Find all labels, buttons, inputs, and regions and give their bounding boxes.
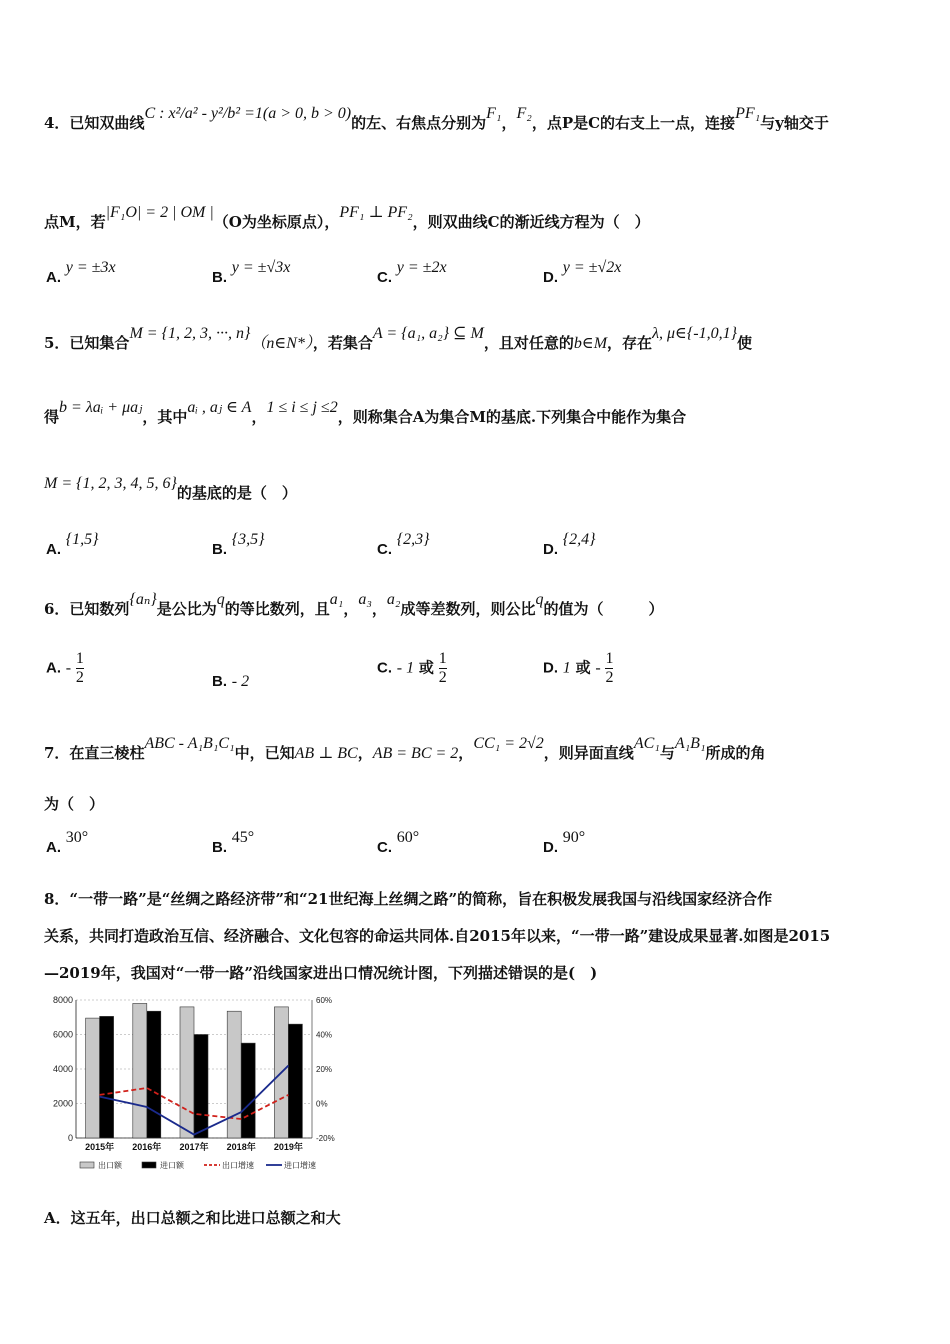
q7-text: 为（ ） xyxy=(44,795,105,813)
x-tick-label: 2017年 xyxy=(179,1142,209,1152)
option-value: 30° xyxy=(65,829,89,846)
q4-option-d[interactable] xyxy=(543,259,622,287)
or-text: 或 xyxy=(418,659,434,677)
set-m: M = {1, 2, 3, ···, n} xyxy=(129,325,251,342)
b-in-m: b∈M xyxy=(573,335,608,352)
q5-line-3 xyxy=(44,475,297,503)
ratio-q: q xyxy=(216,591,225,608)
option-label: D. xyxy=(543,541,558,558)
or-text: 或 xyxy=(575,659,591,677)
y2-tick-label: -20% xyxy=(316,1134,335,1143)
q7-text: 中，已知 xyxy=(234,744,295,762)
x-tick-label: 2018年 xyxy=(226,1142,256,1152)
hyperbola-formula: C : x²/a² - y²/b² =1(a > 0, b > 0) xyxy=(144,105,352,122)
option-value: y = ±√3x xyxy=(231,259,291,276)
bar-进口额 xyxy=(241,1043,255,1138)
option-value: - 2 xyxy=(231,673,250,690)
q5-text: ，则称集合A为集合M的基底.下列集合中能作为集合 xyxy=(337,408,687,426)
bar-进口额 xyxy=(288,1024,302,1138)
q7-option-c[interactable] xyxy=(377,829,420,857)
q5-text: 的基底的是（ ） xyxy=(176,484,297,502)
q5-text: ， xyxy=(251,408,267,426)
q5-line-1 xyxy=(44,325,753,353)
ab-eq-bc: AB = BC = 2 xyxy=(372,745,459,762)
numerator: 1 xyxy=(75,650,84,667)
bar-出口额 xyxy=(180,1007,194,1138)
y2-tick-label: 40% xyxy=(316,1030,333,1040)
y-tick-label: 8000 xyxy=(52,995,73,1005)
legend-label: 进口增速 xyxy=(284,1161,316,1170)
q4-text: 点M，若 xyxy=(44,213,106,231)
option-value: y = ±2x xyxy=(396,259,447,276)
q8-option-a[interactable]: A．这五年，出口总额之和比进口总额之和大 xyxy=(44,1209,341,1227)
q6-text: 的等比数列，且 xyxy=(224,600,330,618)
q6-text: ， xyxy=(343,600,359,618)
ai-aj-in-a: aᵢ , aⱼ ∈ A xyxy=(187,399,252,416)
q5-text: ，若集合 xyxy=(312,334,373,352)
y2-tick-label: 0% xyxy=(316,1099,328,1109)
option-label: B. xyxy=(212,541,227,558)
option-value: y = ±3x xyxy=(65,259,116,276)
q6-option-a[interactable] xyxy=(46,650,84,687)
option-value: {2,3} xyxy=(396,531,430,548)
q5-text: ，且对任意的 xyxy=(483,334,574,352)
q6-option-d[interactable] xyxy=(543,650,613,687)
y2-tick-label: 20% xyxy=(316,1065,333,1074)
x-tick-label: 2015年 xyxy=(85,1142,115,1152)
y-tick-label: 6000 xyxy=(52,1029,73,1040)
ab-perp-bc: AB ⊥ BC xyxy=(294,745,358,762)
numerator: 1 xyxy=(438,650,447,667)
q4-option-a[interactable] xyxy=(46,259,116,287)
q4-condition: |F₁O| = 2 | OM | xyxy=(105,204,214,221)
q4-text: ，点P是C的右支上一点，连接 xyxy=(531,114,736,132)
option-label: C. xyxy=(377,541,392,558)
q6-text: 6．已知数列 xyxy=(44,600,130,618)
option-label: A. xyxy=(46,541,61,558)
option-value: {1,5} xyxy=(65,531,99,548)
q4-text: ， xyxy=(501,114,517,132)
q4-text: ，则双曲线C的渐近线方程为（ ） xyxy=(412,213,650,231)
sequence-an: {aₙ} xyxy=(129,591,157,608)
q4-option-b[interactable] xyxy=(212,259,291,287)
q7-line-2 xyxy=(44,793,104,814)
y2-tick-label: 60% xyxy=(316,996,333,1005)
line-a1b1: A₁B₁ xyxy=(674,735,706,752)
term-a3: a₃ xyxy=(358,591,372,608)
line-ac1: AC₁ xyxy=(633,735,660,752)
option-value: 60° xyxy=(396,829,420,846)
q6-text: 是公比为 xyxy=(156,600,217,618)
bar-出口额 xyxy=(86,1018,100,1138)
q7-line-1 xyxy=(44,735,766,763)
option-label: A. xyxy=(46,839,61,856)
q7-text: 7．在直三棱柱 xyxy=(44,744,145,762)
option-label: C. xyxy=(377,839,392,856)
option-label: B. xyxy=(212,673,227,690)
q5-text: 5．已知集合 xyxy=(44,334,130,352)
q7-text: ， xyxy=(357,744,373,762)
q4-text: 的左、右焦点分别为 xyxy=(351,114,487,132)
trade-chart xyxy=(40,992,350,1182)
option-value: y = ±√2x xyxy=(562,259,622,276)
bar-进口额 xyxy=(194,1035,208,1139)
minus-sign: - xyxy=(65,659,72,677)
x-tick-label: 2019年 xyxy=(273,1142,303,1152)
option-label: D. xyxy=(543,269,558,286)
q6-option-c[interactable] xyxy=(377,650,447,687)
option-label: B. xyxy=(212,269,227,286)
option-label: A. xyxy=(46,269,61,286)
segment-pf1: PF₁ xyxy=(735,105,761,122)
b-expression: b = λaᵢ + μaⱼ xyxy=(59,399,143,416)
fraction-half xyxy=(605,650,613,687)
term-a2: a₂ xyxy=(386,591,401,608)
q4-text: （O为坐标原点）， xyxy=(213,213,340,231)
q4-text: 4．已知双曲线 xyxy=(44,114,145,132)
option-label: A. xyxy=(46,659,61,677)
legend-label: 出口增速 xyxy=(222,1161,254,1170)
cc1-length: CC₁ = 2√2 xyxy=(473,735,544,752)
fraction-half xyxy=(76,650,84,687)
legend-swatch xyxy=(80,1162,94,1168)
q5-text: ，存在 xyxy=(607,334,653,352)
option-value: 90° xyxy=(562,829,586,846)
q4-option-c[interactable] xyxy=(377,259,447,287)
q8-line-3: —2019年，我国对“一带一路”沿线国家进出口情况统计图，下列描述错误的是( ) xyxy=(44,964,598,982)
q7-option-a[interactable] xyxy=(46,829,89,857)
bar-进口额 xyxy=(147,1011,161,1138)
y-tick-label: 4000 xyxy=(52,1064,73,1074)
q6-option-b[interactable] xyxy=(212,672,249,691)
term-a1: a₁ xyxy=(329,591,344,608)
q4-line-2 xyxy=(44,204,650,232)
q8-line-1: 8．“一带一路”是“丝绸之路经济带”和“21世纪海上丝绸之路”的简称，旨在积极发展我国与沿线国家经济合作 xyxy=(44,890,773,908)
option-label: D. xyxy=(543,659,558,677)
q6-text: 成等差数列，则公比 xyxy=(400,600,536,618)
set-m6: M = {1, 2, 3, 4, 5, 6} xyxy=(44,475,177,492)
denominator: 2 xyxy=(605,669,614,686)
numerator: 1 xyxy=(605,650,614,667)
y-tick-label: 2000 xyxy=(52,1098,73,1109)
n-natural: （n∈N*） xyxy=(250,335,313,352)
option-label: D. xyxy=(543,839,558,856)
prism-name: ABC - A₁B₁C₁ xyxy=(144,735,235,752)
option-value: 1 xyxy=(562,659,571,677)
q7-text: 所成的角 xyxy=(705,744,766,762)
q5-option-c[interactable] xyxy=(377,531,430,559)
option-label: C. xyxy=(377,269,392,286)
ratio-q: q xyxy=(535,591,544,608)
q4-perpendicular: PF₁ ⊥ PF₂ xyxy=(339,204,413,221)
denominator: 2 xyxy=(75,669,84,686)
focus-f1: F₁ xyxy=(486,105,502,122)
q7-option-d[interactable] xyxy=(543,829,586,857)
set-a: A = {a₁, a₂} ⊆ M xyxy=(372,325,484,342)
q7-option-b[interactable] xyxy=(212,829,255,857)
option-label: B. xyxy=(212,839,227,856)
denominator: 2 xyxy=(438,669,447,686)
x-tick-label: 2016年 xyxy=(132,1142,162,1152)
minus-sign: - xyxy=(595,659,601,677)
q5-option-a[interactable] xyxy=(46,531,99,559)
option-value: 45° xyxy=(231,829,255,846)
q5-option-b[interactable] xyxy=(212,531,265,559)
bar-进口额 xyxy=(100,1016,114,1138)
q6-line-1 xyxy=(44,591,664,619)
legend-label: 进口额 xyxy=(160,1161,184,1170)
fraction-half xyxy=(439,650,447,687)
q5-option-d[interactable] xyxy=(543,531,596,559)
option-value: - 1 xyxy=(396,659,415,677)
q4-line-1 xyxy=(44,105,829,133)
q6-text: 的值为（ ） xyxy=(543,600,664,618)
index-range: 1 ≤ i ≤ j ≤2 xyxy=(266,399,338,416)
q5-text: 得 xyxy=(44,408,60,426)
focus-f2: F₂ xyxy=(516,105,532,122)
q5-text: ，其中 xyxy=(142,408,188,426)
q6-text: ， xyxy=(371,600,387,618)
q5-line-2 xyxy=(44,399,687,427)
q7-text: ， xyxy=(458,744,474,762)
q4-text: 与y轴交于 xyxy=(760,114,829,132)
bar-出口额 xyxy=(133,1003,147,1138)
lambda-mu: λ, μ∈{-1,0,1} xyxy=(652,325,737,342)
y-tick-label: 0 xyxy=(67,1133,73,1143)
q8-line-2: 关系，共同打造政治互信、经济融合、文化包容的命运共同体.自2015年以来，“一带一路”建设成果显著.如图是2015 xyxy=(44,927,831,945)
legend-label: 出口额 xyxy=(98,1161,122,1170)
q7-text: ，则异面直线 xyxy=(543,744,634,762)
option-label: C. xyxy=(377,659,392,677)
option-value: {3,5} xyxy=(231,531,265,548)
option-value: {2,4} xyxy=(562,531,596,548)
legend-swatch xyxy=(142,1162,156,1168)
q5-text: 使 xyxy=(737,334,753,352)
q7-text: 与 xyxy=(659,744,675,762)
